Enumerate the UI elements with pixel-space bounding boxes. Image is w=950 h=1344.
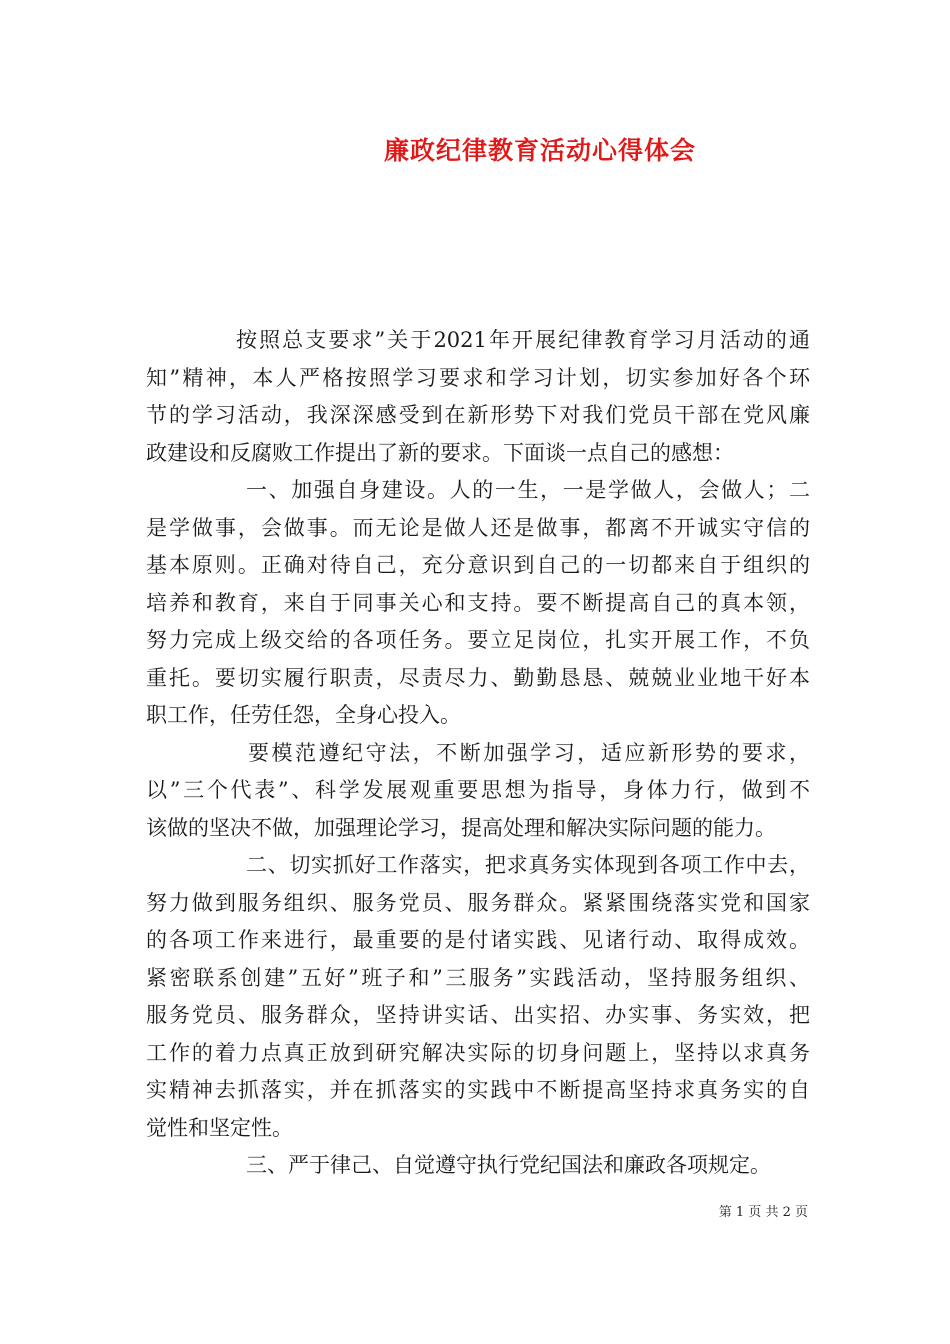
paragraph	[146, 847, 810, 1147]
paragraph-line: 政建设和反腐败工作提出了新的要求。下面谈一点自己的感想：	[146, 440, 734, 465]
paragraph-line: 是学做事，会做事。而无论是做人还是做事，都离不开诚实守信的	[146, 515, 810, 540]
paragraph-line: 努力做到服务组织、服务党员、服务群众。紧紧围绕落实党和国家	[146, 890, 810, 915]
paragraph	[146, 472, 810, 735]
paragraph-line: 基本原则。正确对待自己，充分意识到自己的一切都来自于组织的	[146, 553, 810, 577]
document-body	[146, 322, 810, 1185]
paragraph-line: 职工作，任劳任怨，全身心投入。	[146, 703, 461, 727]
paragraph-line: 该做的坚决不做，加强理论学习，提高处理和解决实际问题的能力。	[146, 815, 776, 840]
paragraph	[146, 1147, 810, 1185]
page-footer: 第 1 页 共 2 页	[718, 1205, 808, 1220]
paragraph-line: 按照总支要求”关于2021年开展纪律教育学习月活动的通	[236, 328, 810, 352]
paragraph-line: 服务党员、服务群众，坚持讲实话、出实招、办实事、务实效，把	[146, 1003, 810, 1027]
paragraph-line: 培养和教育，来自于同事关心和支持。要不断提高自己的真本领，	[146, 590, 810, 615]
document-title: 廉政纪律教育活动心得体会	[383, 136, 696, 165]
paragraph-line: 要模范遵纪守法，不断加强学习，适应新形势的要求，	[248, 740, 810, 765]
paragraph-line: 实精神去抓落实，并在抓落实的实践中不断提高坚持求真务实的自	[146, 1078, 810, 1102]
paragraph-line: 紧密联系创建”五好”班子和”三服务”实践活动，坚持服务组织、	[146, 965, 810, 990]
paragraph-line: 的各项工作来进行，最重要的是付诸实践、见诸行动、取得成效。	[146, 928, 810, 952]
paragraph-line: 重托。要切实履行职责，尽责尽力、勤勤恳恳、兢兢业业地干好本	[146, 665, 810, 690]
paragraph	[146, 735, 810, 848]
paragraph-line: 工作的着力点真正放到研究解决实际的切身问题上，坚持以求真务	[146, 1040, 810, 1065]
paragraph-line: 节的学习活动，我深深感受到在新形势下对我们党员干部在党风廉	[146, 403, 810, 427]
paragraph-line: 三、严于律己、自觉遵守执行党纪国法和廉政各项规定。	[246, 1153, 771, 1177]
paragraph-line: 二、切实抓好工作落实，把求真务实体现到各项工作中去，	[246, 853, 810, 877]
paragraph-line: 知”精神，本人严格按照学习要求和学习计划，切实参加好各个环	[146, 365, 810, 390]
paragraph-line: 以”三个代表”、科学发展观重要思想为指导，身体力行，做到不	[146, 778, 810, 802]
paragraph-line: 努力完成上级交给的各项任务。要立足岗位，扎实开展工作，不负	[146, 628, 810, 652]
paragraph-line: 一、加强自身建设。人的一生，一是学做人，会做人；二	[246, 478, 810, 502]
paragraph	[146, 322, 810, 472]
paragraph-line: 觉性和坚定性。	[146, 1115, 293, 1140]
